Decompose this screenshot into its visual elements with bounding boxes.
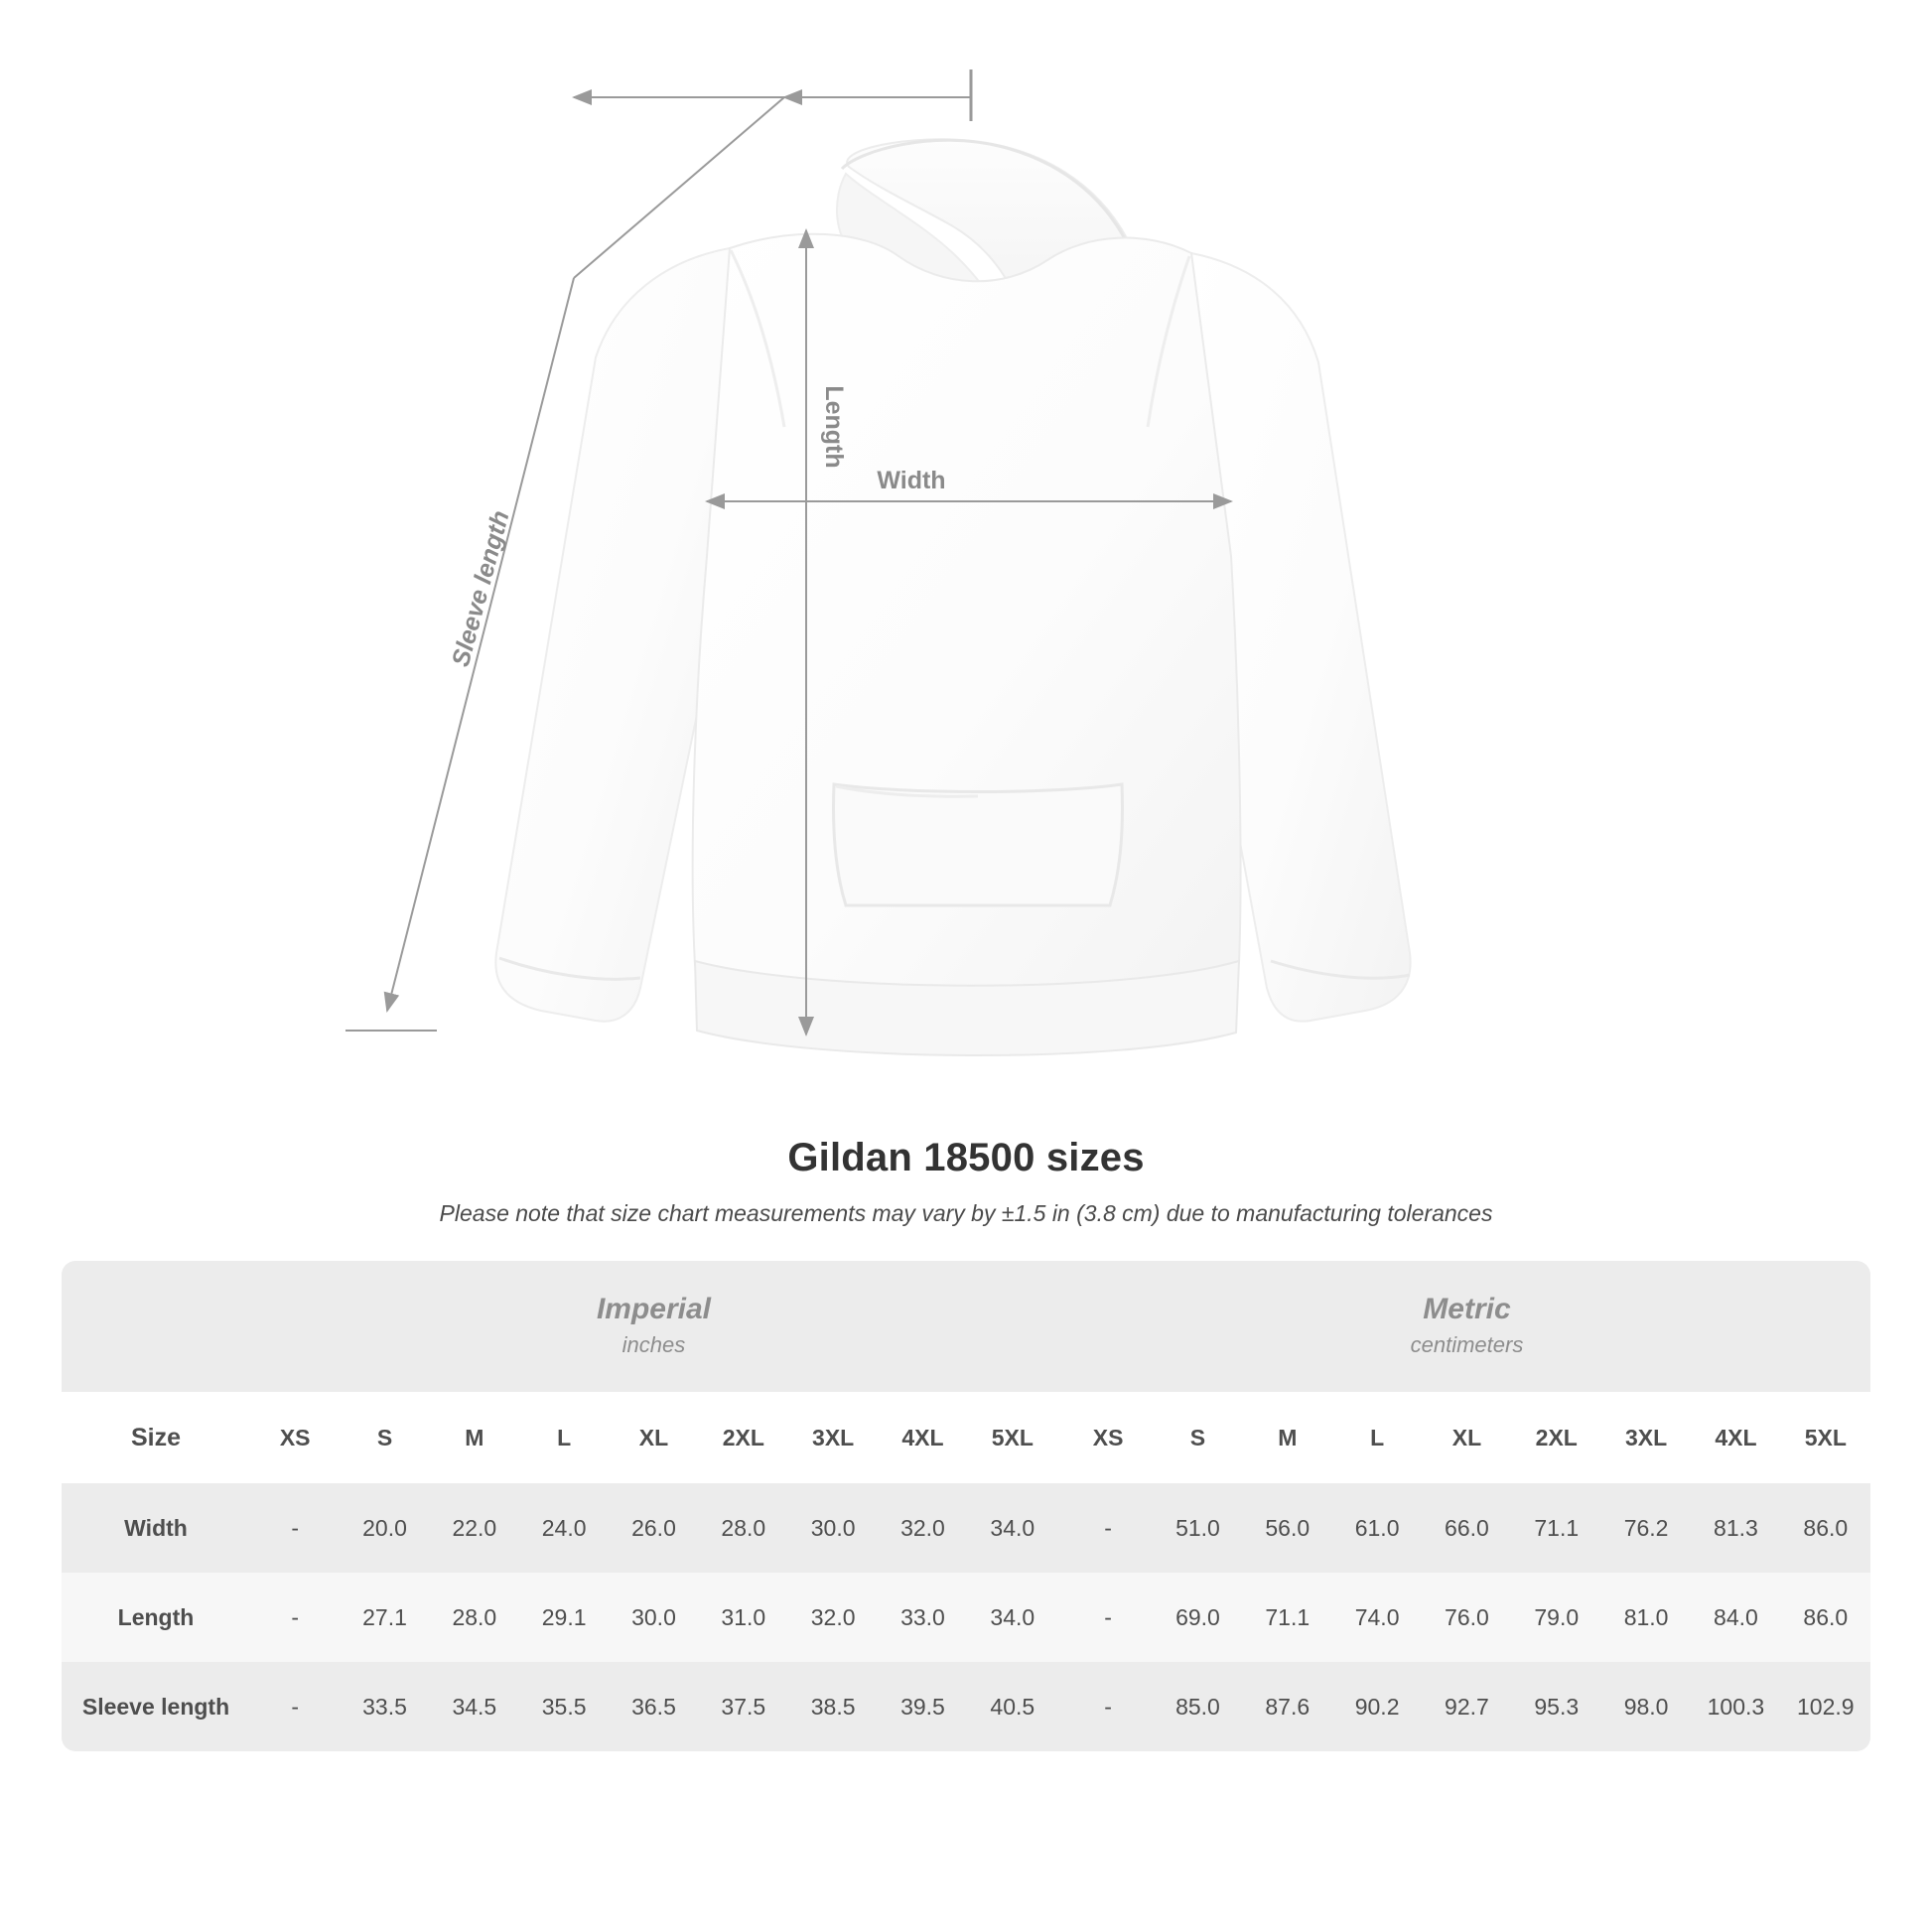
width-metric-m: 56.0 xyxy=(1243,1483,1332,1573)
header-metric-m: M xyxy=(1243,1392,1332,1483)
length-imperial-xs: - xyxy=(250,1573,340,1662)
length-imperial-s: 27.1 xyxy=(340,1573,429,1662)
unit-imperial xyxy=(250,1261,1057,1392)
width-metric-2xl: 71.1 xyxy=(1512,1483,1601,1573)
page-title: Gildan 18500 sizes xyxy=(787,1136,1145,1179)
length-metric-4xl: 84.0 xyxy=(1691,1573,1780,1662)
length-imperial-5xl: 34.0 xyxy=(968,1573,1057,1662)
header-imperial-xs: XS xyxy=(250,1392,340,1483)
width-imperial-2xl: 28.0 xyxy=(699,1483,788,1573)
length-metric-2xl: 79.0 xyxy=(1512,1573,1601,1662)
unit-metric-sub: centimeters xyxy=(1410,1332,1524,1358)
unit-spacer xyxy=(62,1261,250,1392)
sleeve-imperial-xs: - xyxy=(250,1662,340,1751)
width-imperial-m: 22.0 xyxy=(430,1483,519,1573)
length-imperial-xl: 30.0 xyxy=(609,1573,698,1662)
sleeve-metric-4xl: 100.3 xyxy=(1691,1662,1780,1751)
unit-imperial-name: Imperial xyxy=(596,1292,711,1325)
sleeve-metric-xl: 92.7 xyxy=(1422,1662,1511,1751)
length-imperial-3xl: 32.0 xyxy=(788,1573,878,1662)
sleeve-length-label: Sleeve length xyxy=(446,507,515,670)
header-imperial-3xl: 3XL xyxy=(788,1392,878,1483)
width-metric-s: 51.0 xyxy=(1153,1483,1242,1573)
header-imperial-5xl: 5XL xyxy=(968,1392,1057,1483)
sleeve-imperial-s: 33.5 xyxy=(340,1662,429,1751)
unit-imperial-sub: inches xyxy=(621,1332,686,1358)
header-metric-2xl: 2XL xyxy=(1512,1392,1601,1483)
length-label: Length xyxy=(820,385,848,469)
width-imperial-4xl: 32.0 xyxy=(878,1483,967,1573)
sleeve-imperial-xl: 36.5 xyxy=(609,1662,698,1751)
sleeve-metric-5xl: 102.9 xyxy=(1781,1662,1870,1751)
width-metric-4xl: 81.3 xyxy=(1691,1483,1780,1573)
header-metric-xl: XL xyxy=(1422,1392,1511,1483)
sleeve-metric-m: 87.6 xyxy=(1243,1662,1332,1751)
sleeve-metric-s: 85.0 xyxy=(1153,1662,1242,1751)
size-label: Size xyxy=(62,1392,250,1483)
header-imperial-4xl: 4XL xyxy=(878,1392,967,1483)
row-label-width: Width xyxy=(62,1483,250,1573)
width-imperial-xs: - xyxy=(250,1483,340,1573)
tolerance-note: Please note that size chart measurements may vary by ±1.5 in (3.8 cm) due to manufacturing tolerances xyxy=(439,1200,1493,1226)
sleeve-imperial-4xl: 39.5 xyxy=(878,1662,967,1751)
width-imperial-5xl: 34.0 xyxy=(968,1483,1057,1573)
unit-header-row xyxy=(62,1261,1870,1392)
length-metric-s: 69.0 xyxy=(1153,1573,1242,1662)
length-imperial-2xl: 31.0 xyxy=(699,1573,788,1662)
sleeve-imperial-5xl: 40.5 xyxy=(968,1662,1057,1751)
width-label: Width xyxy=(877,467,946,494)
header-imperial-s: S xyxy=(340,1392,429,1483)
unit-metric xyxy=(1063,1261,1870,1392)
heading-block xyxy=(0,1136,1932,1227)
sleeve-imperial-3xl: 38.5 xyxy=(788,1662,878,1751)
header-metric-3xl: 3XL xyxy=(1601,1392,1691,1483)
length-metric-3xl: 81.0 xyxy=(1601,1573,1691,1662)
header-imperial-2xl: 2XL xyxy=(699,1392,788,1483)
sleeve-metric-3xl: 98.0 xyxy=(1601,1662,1691,1751)
size-table xyxy=(62,1261,1870,1751)
header-metric-4xl: 4XL xyxy=(1691,1392,1780,1483)
row-label-length: Length xyxy=(62,1573,250,1662)
length-metric-5xl: 86.0 xyxy=(1781,1573,1870,1662)
header-imperial-m: M xyxy=(430,1392,519,1483)
length-imperial-4xl: 33.0 xyxy=(878,1573,967,1662)
sleeve-metric-l: 90.2 xyxy=(1332,1662,1422,1751)
size-header-row xyxy=(62,1392,1870,1483)
header-imperial-xl: XL xyxy=(609,1392,698,1483)
width-metric-l: 61.0 xyxy=(1332,1483,1422,1573)
length-metric-l: 74.0 xyxy=(1332,1573,1422,1662)
sleeve-imperial-l: 35.5 xyxy=(519,1662,609,1751)
width-imperial-s: 20.0 xyxy=(340,1483,429,1573)
table-row xyxy=(62,1662,1870,1751)
header-metric-5xl: 5XL xyxy=(1781,1392,1870,1483)
row-label-sleeve-length: Sleeve length xyxy=(62,1662,250,1751)
width-imperial-3xl: 30.0 xyxy=(788,1483,878,1573)
header-metric-l: L xyxy=(1332,1392,1422,1483)
hoodie-graphic xyxy=(495,139,1410,1055)
width-metric-xl: 66.0 xyxy=(1422,1483,1511,1573)
header-metric-xs: XS xyxy=(1063,1392,1153,1483)
width-imperial-xl: 26.0 xyxy=(609,1483,698,1573)
length-metric-xs: - xyxy=(1063,1573,1153,1662)
table-row xyxy=(62,1573,1870,1662)
sleeve-imperial-m: 34.5 xyxy=(430,1662,519,1751)
sleeve-metric-2xl: 95.3 xyxy=(1512,1662,1601,1751)
length-metric-m: 71.1 xyxy=(1243,1573,1332,1662)
length-metric-xl: 76.0 xyxy=(1422,1573,1511,1662)
length-imperial-m: 28.0 xyxy=(430,1573,519,1662)
width-metric-3xl: 76.2 xyxy=(1601,1483,1691,1573)
length-imperial-l: 29.1 xyxy=(519,1573,609,1662)
width-metric-xs: - xyxy=(1063,1483,1153,1573)
unit-metric-name: Metric xyxy=(1423,1292,1511,1325)
width-metric-5xl: 86.0 xyxy=(1781,1483,1870,1573)
width-imperial-l: 24.0 xyxy=(519,1483,609,1573)
sleeve-imperial-2xl: 37.5 xyxy=(699,1662,788,1751)
header-imperial-l: L xyxy=(519,1392,609,1483)
sleeve-metric-xs: - xyxy=(1063,1662,1153,1751)
table-row xyxy=(62,1483,1870,1573)
header-metric-s: S xyxy=(1153,1392,1242,1483)
size-table-wrapper xyxy=(62,1261,1870,1751)
